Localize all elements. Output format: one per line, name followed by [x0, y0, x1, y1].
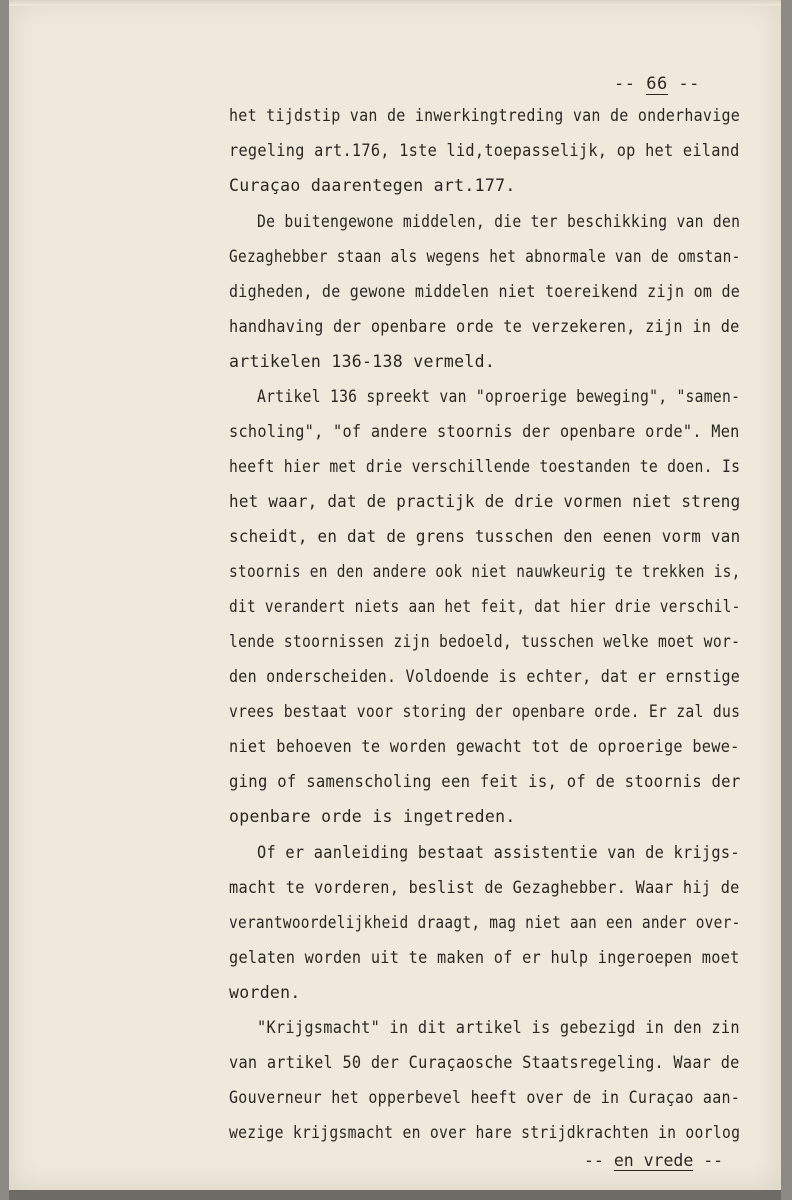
text-line: lende stoornissen zijn bedoeld, tusschen welke moet wor-	[229, 632, 741, 651]
text-line: gelaten worden uit te maken of er hulp ingeroepen moet	[229, 948, 740, 967]
text-line: het waar, dat de practijk de drie vormen niet streng	[229, 492, 741, 511]
text-line: stoornis en den andere ook niet nauwkeurig te trekken is,	[229, 562, 741, 581]
text-line: niet behoeven te worden gewacht tot de oproerige bewe-	[229, 737, 740, 756]
text-line: artikelen 136-138 vermeld.	[229, 352, 496, 371]
paragraph-first-line: Of er aanleiding bestaat assistentie van de krijgs-	[257, 843, 740, 862]
page-number-value: 66	[646, 74, 668, 94]
paragraph-first-line: "Krijgsmacht" in dit artikel is gebezigd in den zin	[257, 1018, 740, 1037]
paragraph-first-line: Artikel 136 spreekt van "oproerige beweging", "samen-	[257, 387, 741, 406]
text-line: scheidt, en dat de grens tusschen den eenen vorm van	[229, 527, 741, 546]
text-line: wezige krijgsmacht en over hare strijdkrachten in oorlog	[229, 1123, 741, 1142]
page-edge	[9, 0, 781, 6]
text-line: den onderscheiden. Voldoende is echter, dat er ernstige	[229, 667, 741, 686]
text-line: heeft hier met drie verschillende toestanden te doen. Is	[229, 457, 741, 476]
text-line: Gouverneur het opperbevel heeft over de in Curaçao aan-	[229, 1088, 741, 1107]
text-line: dit verandert niets aan het feit, dat hier drie verschil-	[229, 597, 741, 616]
text-line: digheden, de gewone middelen niet toereikend zijn om de	[229, 282, 741, 301]
text-line: ging of samenscholing een feit is, of de stoornis der	[229, 772, 741, 791]
text-line: macht te vorderen, beslist de Gezaghebber. Waar hij de	[229, 878, 740, 897]
text-line: openbare orde is ingetreden.	[229, 807, 516, 826]
text-line: het tijdstip van de inwerkingtreding van de onderhavige	[229, 106, 741, 125]
text-line: Curaçao daarentegen art.177.	[229, 176, 516, 195]
paragraph-first-line: De buitengewone middelen, die ter beschikking van den	[257, 212, 741, 231]
catchword: -- en vrede --	[584, 1151, 724, 1170]
page-number: -- 66 --	[614, 74, 700, 94]
catchword-text: en vrede	[613, 1151, 694, 1170]
text-line: Gezaghebber staan als wegens het abnormale van de omstan-	[229, 247, 741, 266]
text-line: regeling art.176, 1ste lid,toepasselijk, op het eiland	[229, 141, 740, 160]
text-line: van artikel 50 der Curaçaosche Staatsregeling. Waar de	[229, 1053, 740, 1072]
text-line: handhaving der openbare orde te verzekeren, zijn in de	[229, 317, 740, 336]
text-line: worden.	[229, 983, 301, 1002]
text-line: scholing", "of andere stoornis der openbare orde". Men	[229, 422, 740, 441]
text-line: verantwoordelijkheid draagt, mag niet aan een ander over-	[229, 913, 741, 932]
scan-background-band	[9, 1190, 781, 1200]
text-line: vrees bestaat voor storing der openbare orde. Er zal dus	[229, 702, 741, 721]
